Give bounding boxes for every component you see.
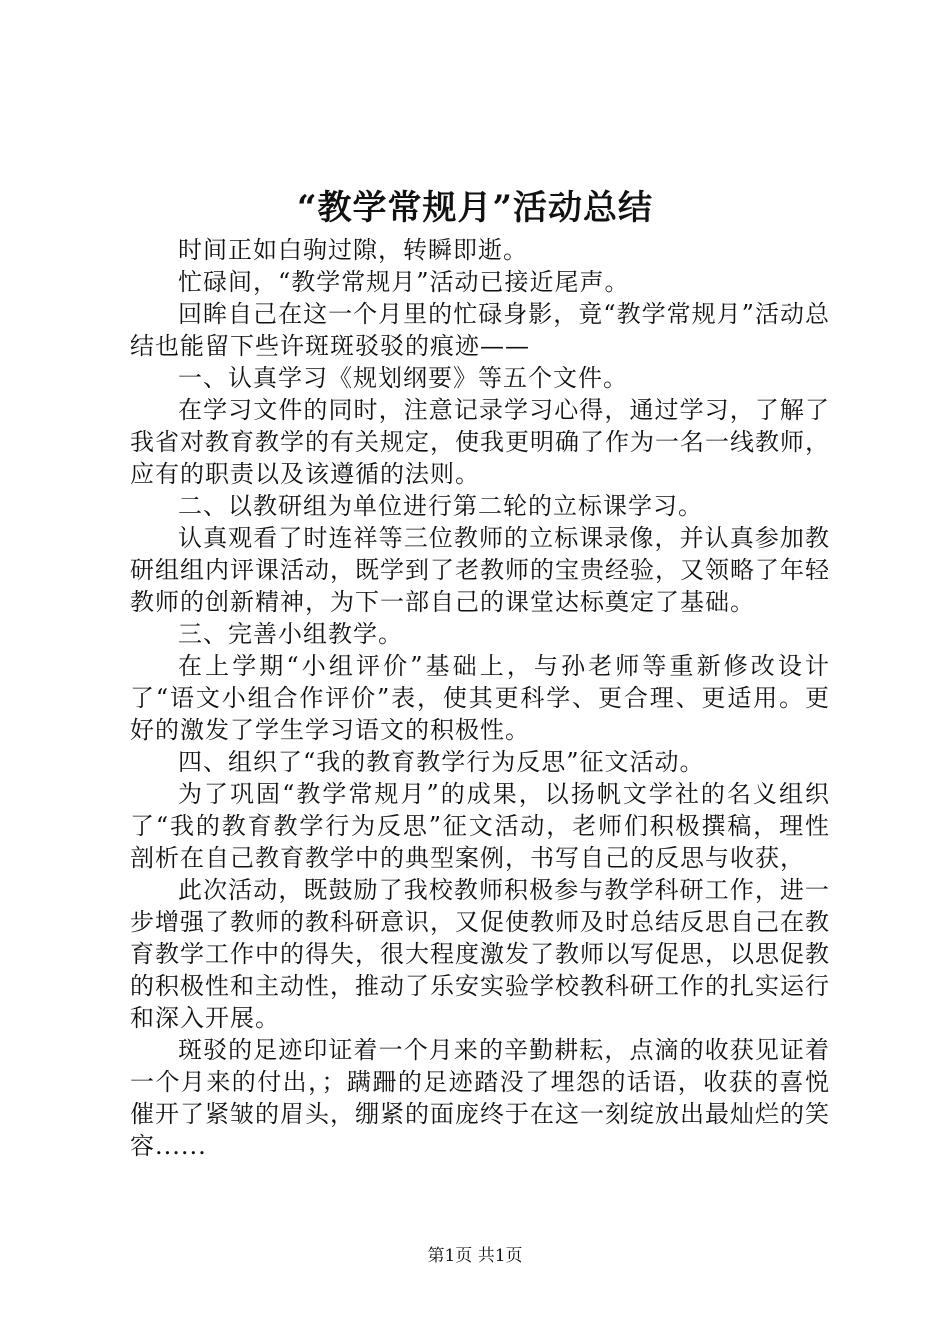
paragraph: 在学习文件的同时，注意记录学习心得，通过学习，了解了我省对教育教学的有关规定，使我更明确了作为一名一线教师，应有的职责以及该遵循的法则。: [130, 396, 830, 488]
section-heading: 三、完善小组教学。: [178, 620, 403, 648]
paragraph: 时间正如白驹过隙，转瞬即逝。: [178, 236, 528, 264]
paragraph: 忙碌间，“教学常规月”活动已接近尾声。: [178, 268, 630, 296]
paragraph: 在上学期“小组评价”基础上，与孙老师等重新修改设计了“语文小组合作评价”表，使其更科学、更合理、更适用。更好的激发了学生学习语文的积极性。: [130, 652, 830, 744]
paragraph: 此次活动，既鼓励了我校教师积极参与教学科研工作，进一步增强了教师的教科研意识，又促使教师及时总结反思自己在教育教学工作中的得失，很大程度激发了教师以写促思，以思促教的积极性和主动性，推动了乐安实验学校教科研工作的扎实运行和深入开展。: [130, 876, 830, 1032]
section-heading: 二、以教研组为单位进行第二轮的立标课学习。: [178, 492, 703, 520]
paragraph: 回眸自己在这一个月里的忙碌身影，竟“教学常规月”活动总结也能留下些许斑斑驳驳的痕迹——: [130, 300, 830, 360]
page-number-footer: 第1页 共1页: [427, 1246, 523, 1266]
document-title: “教学常规月”活动总结: [296, 188, 654, 228]
document-body: [130, 234, 830, 1162]
paragraph: 为了巩固“教学常规月”的成果，以扬帆文学社的名义组织了“我的教育教学行为反思”征文活动，老师们积极撰稿，理性剖析在自己教育教学中的典型案例，书写自己的反思与收获，: [130, 780, 830, 872]
section-heading: 四、组织了“我的教育教学行为反思”征文活动。: [178, 748, 705, 776]
paragraph: 斑驳的足迹印证着一个月来的辛勤耕耘，点滴的收获见证着一个月来的付出，；蹒跚的足迹踏没了埋怨的话语，收获的喜悦催开了紧皱的眉头，绷紧的面庞终于在这一刻绽放出最灿烂的笑容......: [130, 1036, 830, 1160]
paragraph: 认真观看了时连祥等三位教师的立标课录像，并认真参加教研组组内评课活动，既学到了老教师的宝贵经验，又领略了年轻教师的创新精神，为下一部自己的课堂达标奠定了基础。: [130, 524, 830, 616]
section-heading: 一、认真学习《规划纲要》等五个文件。: [178, 364, 628, 392]
